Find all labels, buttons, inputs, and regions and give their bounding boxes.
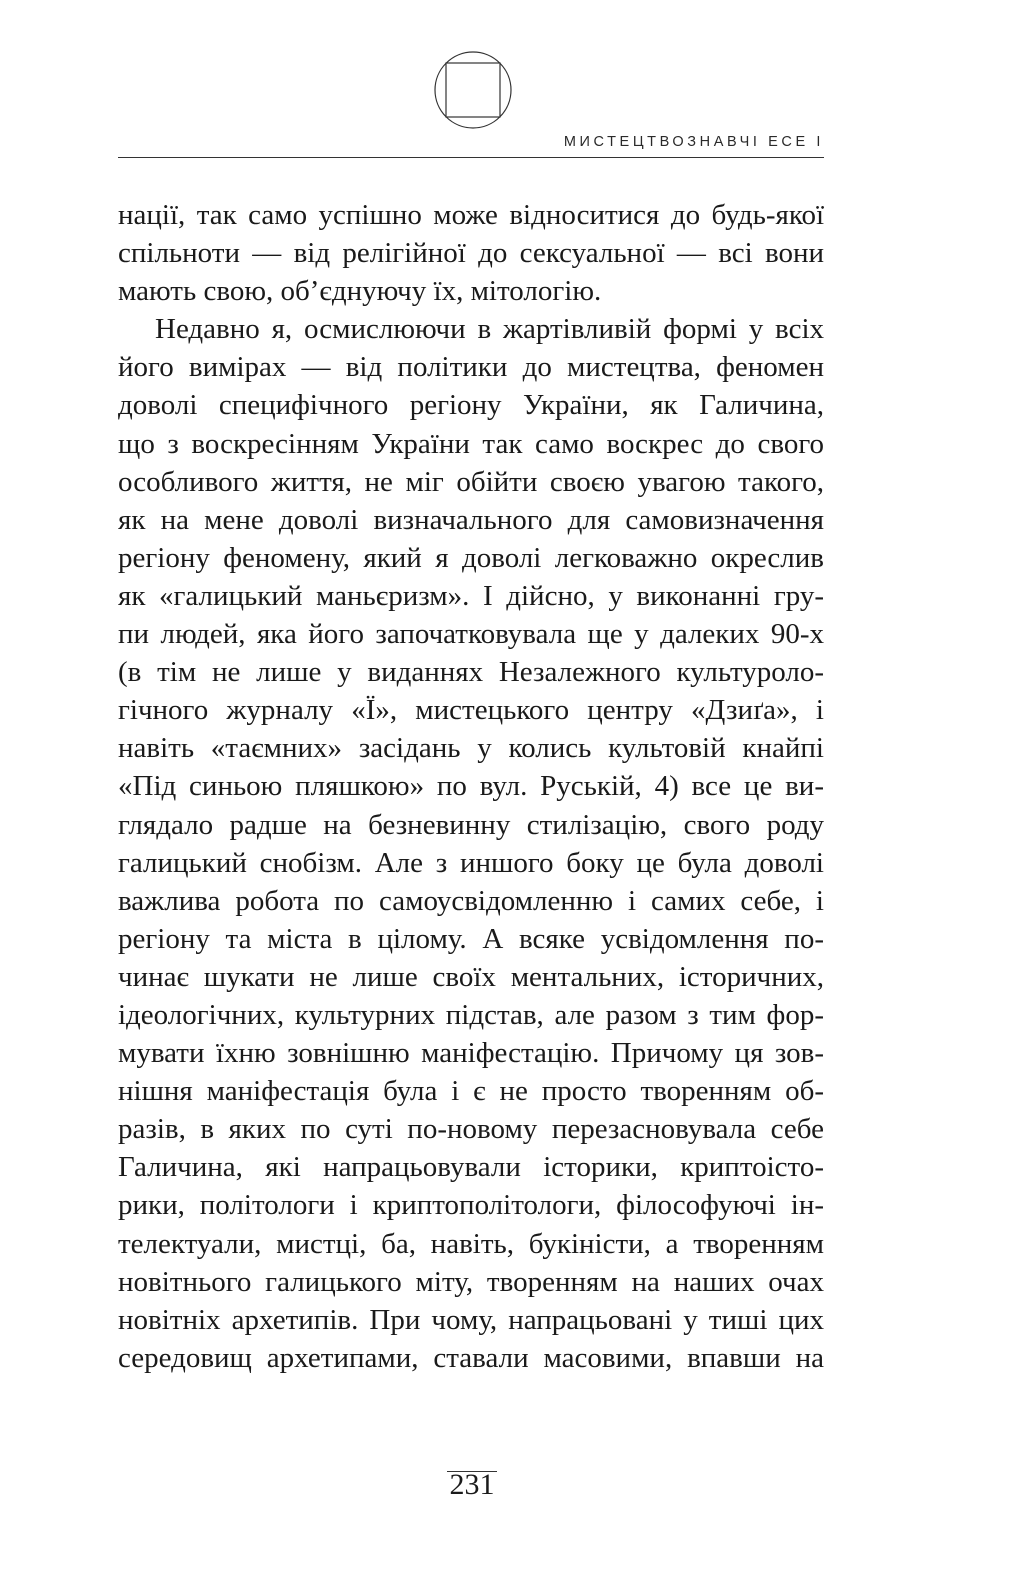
text-line: «Під синьою пляшкою» по вул. Руській, 4) все це ви- (118, 770, 824, 803)
text-line: спільноти — від релігійної до сексуальної — всі вони (118, 237, 824, 270)
text-line: нішня маніфестація була і є не просто творенням об- (118, 1075, 824, 1108)
text-line: чинає шукати не лише своїх ментальних, історичних, (118, 960, 824, 993)
text-line: його вимірах — від політики до мистецтва, феномен (118, 351, 824, 384)
text-line: новітнього галицького міту, творенням на наших очах (118, 1265, 824, 1298)
text-line: як «галицький маньєризм». І дійсно, у виконанні гру- (118, 579, 824, 612)
text-line: Недавно я, осмислюючи в жартівливій формі у всіх (155, 313, 824, 346)
text-line: гічного журналу «Ї», мистецького центру «Дзиґа», і (118, 694, 824, 727)
text-line: регіону феномену, який я доволі легковажно окреслив (118, 541, 824, 574)
text-line: (в тім не лише у виданнях Незалежного культуроло- (118, 656, 824, 689)
text-line: ідеологічних, культурних підстав, але разом з тим фор- (118, 998, 824, 1031)
text-line: Галичина, які напрацьовували історики, криптоісто- (118, 1151, 824, 1184)
text-line: новітніх архетипів. При чому, напрацьовані у тиші цих (118, 1303, 824, 1336)
text-line: глядало радше на безневинну стилізацію, свого роду (118, 808, 824, 841)
page-number: 231 (449, 1468, 495, 1501)
text-line: особливого життя, не міг обійти своєю увагою такого, (118, 465, 824, 498)
text-line: мувати їхню зовнішню маніфестацію. Причому ця зов- (118, 1037, 824, 1070)
text-line: нації, так само успішно може відноситися до будь-якої (118, 199, 824, 231)
text-line: галицький снобізм. Але з иншого боку це була доволі (118, 846, 824, 879)
text-line: разів, в яких по суті по-новому перезасновувала себе (118, 1113, 824, 1146)
text-line: важлива робота по самоусвідомленню і самих себе, і (118, 884, 824, 917)
body-text (118, 196, 824, 1377)
text-line: навіть «таємних» засідань у колись культовій кнайпі (118, 732, 824, 765)
text-line: що з воскресінням України так само воскрес до свого (118, 427, 824, 460)
text-line: мають свою, об’єднуючу їх, мітологію. (118, 275, 602, 308)
circle-square-emblem-icon (433, 50, 513, 130)
header-rule (118, 157, 824, 158)
text-line: середовищ архетипами, ставали масовими, впавши на (118, 1341, 824, 1374)
text-line: пи людей, яка його започатковувала ще у далеких 90-х (118, 618, 824, 651)
text-line: доволі специфічного регіону України, як Галичина, (118, 389, 824, 422)
text-line: як на мене доволі визначального для самовизначення (118, 503, 824, 536)
paragraph (118, 196, 824, 310)
running-head: МИСТЕЦТВОЗНАВЧІ ЕСЕ І (563, 134, 824, 150)
text-line: рики, політологи і криптополітологи, філософуючі ін- (118, 1189, 824, 1222)
text-line: регіону та міста в цілому. А всяке усвідомлення по- (118, 922, 824, 955)
paragraph (118, 310, 824, 1377)
text-line: телектуали, мистці, ба, навіть, букіністи, а творенням (118, 1227, 824, 1260)
